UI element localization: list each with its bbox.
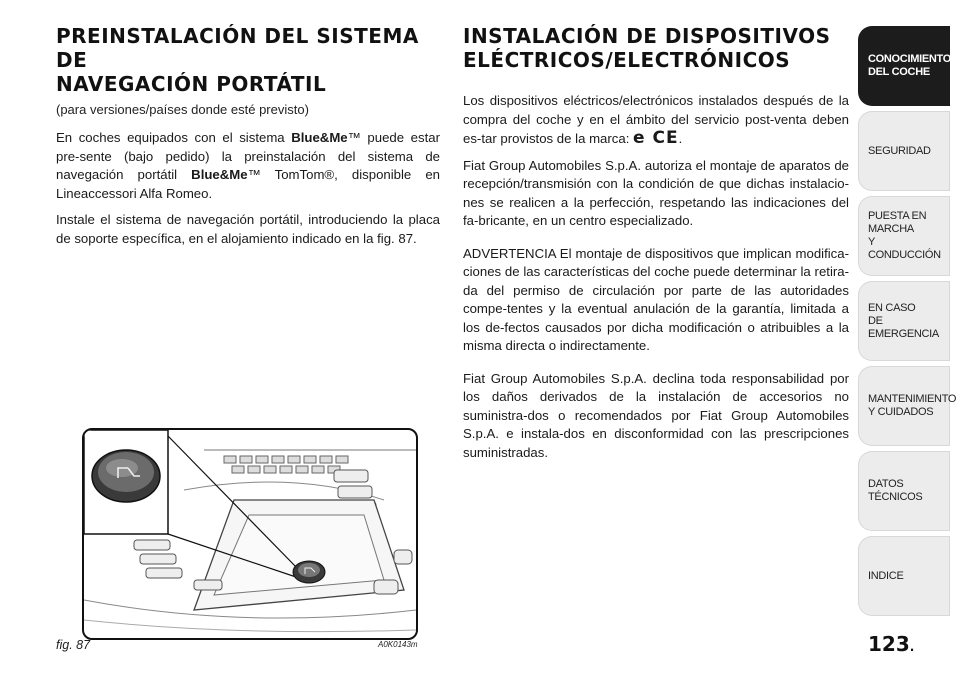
tab-puesta-en-marcha[interactable] [858,196,950,276]
heading-line-1: PREINSTALACIÓN DEL SISTEMA DE [56,24,419,72]
section-heading-devices [463,24,849,72]
paragraph-marking [463,92,849,149]
tab-seguridad[interactable] [858,111,950,191]
heading-line-2: NAVEGACIÓN PORTÁTIL [56,72,327,96]
text-run: Los dispositivos eléctricos/electrónicos instalados después de la compra del coche y en el ámbito del servicio post-venta deben es-tar provistos de la marca: [463,93,849,146]
paragraph-authorization: Fiat Group Automobiles S.p.A. autoriza el montaje de aparatos de recepción/transmisión con la condición de que dichas instalacio-nes se realicen a la perfección, respetando las indicaciones del fa-bricante, en un centro especializado. [463,157,849,228]
tab-mantenimiento[interactable] [858,366,957,446]
paragraph-disclaimer: Fiat Group Automobiles S.p.A. declina toda responsabilidad por los daños derivados de la instalación de accesorios no suministra-dos o recomendados por Fiat Group Automobiles S.p.A. e instala-dos en disconformidad con las prescripciones suministradas. [463,370,849,460]
text-run: . [678,131,683,146]
tab-conocimiento-del-coche[interactable] [858,26,950,106]
console-drawing [84,430,416,638]
tab-label: INDICE [868,569,904,582]
page-number-dot: . [909,640,915,654]
tab-label: EN CASO DE EMERGENCIA [868,301,939,340]
chapter-tabs [858,26,957,621]
figure-caption: fig. 87 [56,638,91,652]
tab-label: SEGURIDAD [868,144,931,157]
version-note: (para versiones/países donde esté previsto) [56,102,309,117]
brand-blueme: Blue&Me [291,130,348,145]
paragraph-install: Instale el sistema de navegación portátil, introduciendo la placa de soporte específica, en el alojamiento indicado en la fig. 87. [56,212,440,246]
page-number [868,632,914,656]
figure-87-illustration [82,428,418,640]
tab-label: CONOCIMIENTO DEL COCHE [868,53,951,78]
tab-label: DATOS TÉCNICOS [868,478,923,503]
tab-datos-tecnicos[interactable] [858,451,950,531]
right-column [463,24,849,470]
tab-indice[interactable] [858,536,950,616]
paragraph-warning: ADVERTENCIA El montaje de dispositivos que implican modifica-ciones de las características del coche puede determinar la retira-da del permiso de circulación por parte de las autoridades compe-tentes y la eventual anulación de la garantía, limitada a los de-fectos causados por dicha modificación o atribuibles a la misma directa o indirectamente. [463,245,849,353]
tab-en-caso-de-emergencia[interactable] [858,281,950,361]
tab-label: MANTENIMIENTO Y CUIDADOS [868,393,957,418]
tab-label: PUESTA EN MARCHA Y CONDUCCIÓN [868,210,941,261]
text-run: En coches equipados con el sistema [56,130,292,145]
paragraph-blueme [56,129,440,203]
figure-code: A0K0143m [378,640,418,649]
text-run: ™ TomTom®, disponible en Lineaccessori Alfa Romeo. [56,167,440,201]
section-heading-navigation [56,24,440,96]
brand-blueme: Blue&Me [191,167,248,182]
page-number-value: 123 [868,632,910,656]
ce-mark: e CE [633,128,679,148]
left-column [56,24,440,256]
heading-line-1: INSTALACIÓN DE DISPOSITIVOS [463,24,831,48]
text-run: ™ puede estar pre-sente (bajo pedido) la preinstalación del sistema de navegación portátil [56,130,440,182]
heading-line-2: ELÉCTRICOS/ELECTRÓNICOS [463,48,791,72]
